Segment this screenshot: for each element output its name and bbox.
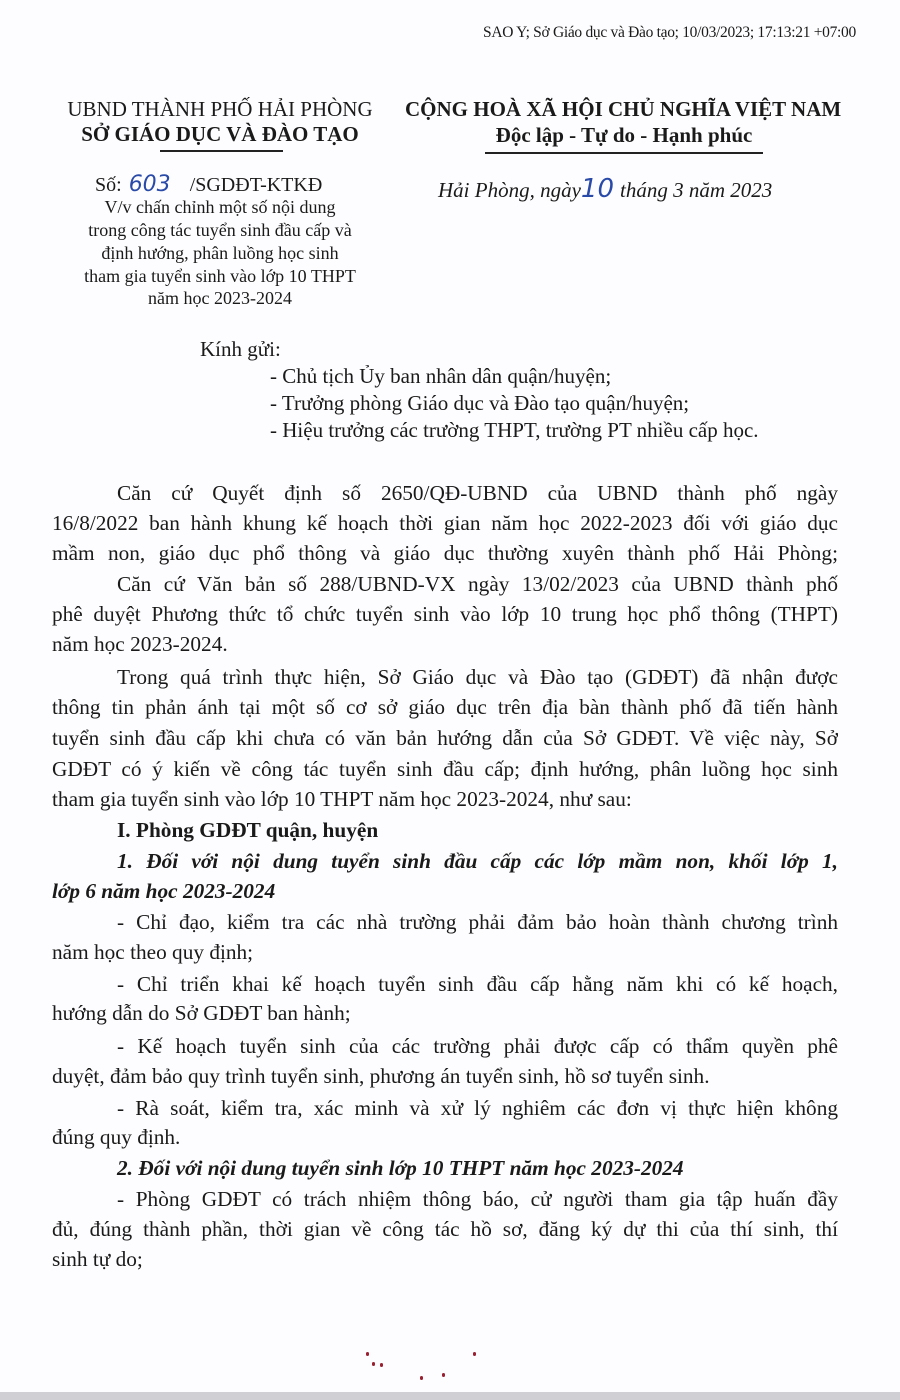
recipients-label: Kính gửi: [200, 337, 281, 361]
body-text-line: 16/8/2022 ban hành khung kế hoạch thời gian năm học 2022-2023 đối với giáo dục [52, 511, 838, 535]
section-heading-line: lớp 6 năm học 2023-2024 [52, 879, 276, 903]
body-text-line: thông tin phản ánh tại một số cơ sở giáo dục trên địa bàn thành phố đã tiến hành [52, 695, 838, 719]
subject-line: tham gia tuyển sinh vào lớp 10 THPT [84, 266, 356, 286]
body-text-line: - Chỉ đạo, kiểm tra các nhà trường phải đảm bảo hoàn thành chương trình [117, 910, 838, 934]
date-suffix: tháng 3 năm 2023 [620, 178, 773, 202]
body-text-line: tuyển sinh đầu cấp khi chưa có văn bản hướng dẫn của Sở GDĐT. Về việc này, Sở [52, 726, 838, 750]
place-date [438, 174, 772, 204]
subject-line: định hướng, phân luồng học sinh [101, 243, 339, 263]
body-text-line: phê duyệt Phương thức tổ chức tuyển sinh vào lớp 10 trung học phổ thông (THPT) [52, 602, 838, 626]
body-text-line: năm học 2023-2024. [52, 632, 228, 656]
body-text-line: Căn cứ Quyết định số 2650/QĐ-UBND của UBND thành phố ngày [117, 481, 838, 505]
department-underline [160, 150, 283, 152]
scan-edge [0, 1392, 900, 1400]
recipient-item: - Chủ tịch Ủy ban nhân dân quận/huyện; [270, 364, 612, 388]
body-text-line: đúng quy định. [52, 1125, 181, 1149]
nation-title: CỘNG HOÀ XÃ HỘI CHỦ NGHĨA VIỆT NAM [405, 97, 842, 121]
body-text-line: GDĐT có ý kiến về công tác tuyển sinh đầu cấp; định hướng, phân luồng học sinh [52, 757, 838, 781]
subject-line: V/v chấn chỉnh một số nội dung [104, 197, 336, 217]
number-prefix: Số: [95, 174, 122, 196]
body-text-line: - Rà soát, kiểm tra, xác minh và xử lý nghiêm các đơn vị thực hiện không [117, 1096, 838, 1120]
body-text-line: tham gia tuyển sinh vào lớp 10 THPT năm học 2023-2024, như sau: [52, 787, 632, 811]
recipient-item: - Hiệu trưởng các trường THPT, trường PT nhiều cấp học. [270, 418, 759, 442]
handwritten-day: 10 [580, 174, 614, 204]
body-text-line: mầm non, giáo dục phổ thông và giáo dục thường xuyên thành phố Hải Phòng; [52, 541, 838, 565]
body-text-line: sinh tự do; [52, 1247, 143, 1271]
issuing-authority: UBND THÀNH PHỐ HẢI PHÒNG [67, 97, 373, 121]
body-text-line: năm học theo quy định; [52, 940, 254, 964]
body-text-line: - Phòng GDĐT có trách nhiệm thông báo, cử người tham gia tập huấn đầy [117, 1187, 838, 1211]
handwritten-number: 603 [128, 172, 171, 197]
body-text-line: duyệt, đảm bảo quy trình tuyển sinh, phương án tuyển sinh, hồ sơ tuyển sinh. [52, 1064, 710, 1088]
section-heading-line: 1. Đối với nội dung tuyển sinh đầu cấp các lớp mầm non, khối lớp 1, [117, 849, 838, 873]
motto-underline [485, 152, 763, 154]
digital-copy-stamp: SAO Y; Sở Giáo dục và Đào tạo; 10/03/2023; 17:13:21 +07:00 [483, 24, 856, 41]
body-text-line: Trong quá trình thực hiện, Sở Giáo dục và Đào tạo (GDĐT) đã nhận được [117, 665, 838, 689]
section-heading-line: I. Phòng GDĐT quận, huyện [117, 818, 379, 842]
date-prefix: Hải Phòng, ngày [438, 178, 581, 202]
number-suffix: /SGDĐT-KTKĐ [189, 174, 323, 196]
recipient-item: - Trưởng phòng Giáo dục và Đào tạo quận/huyện; [270, 391, 690, 415]
issuing-department: SỞ GIÁO DỤC VÀ ĐÀO TẠO [81, 122, 359, 146]
document-number [95, 172, 322, 197]
body-text-line: - Kế hoạch tuyển sinh của các trường phải được cấp có thẩm quyền phê [117, 1034, 838, 1058]
nation-motto: Độc lập - Tự do - Hạnh phúc [495, 123, 753, 147]
body-text-line: Căn cứ Văn bản số 288/UBND-VX ngày 13/02/2023 của UBND thành phố [117, 572, 838, 596]
body-text-line: đủ, đúng thành phần, thời gian về công tác hồ sơ, đăng ký dự thi của thí sinh, thí [52, 1217, 838, 1241]
subject-line: trong công tác tuyển sinh đầu cấp và [88, 220, 352, 240]
body-text-line: - Chỉ triển khai kế hoạch tuyển sinh đầu cấp hằng năm khi có kế hoạch, [117, 972, 838, 996]
subject-line: năm học 2023-2024 [148, 288, 292, 308]
body-text-line: hướng dẫn do Sở GDĐT ban hành; [52, 1001, 351, 1025]
section-heading-line: 2. Đối với nội dung tuyển sinh lớp 10 THPT năm học 2023-2024 [117, 1156, 684, 1180]
